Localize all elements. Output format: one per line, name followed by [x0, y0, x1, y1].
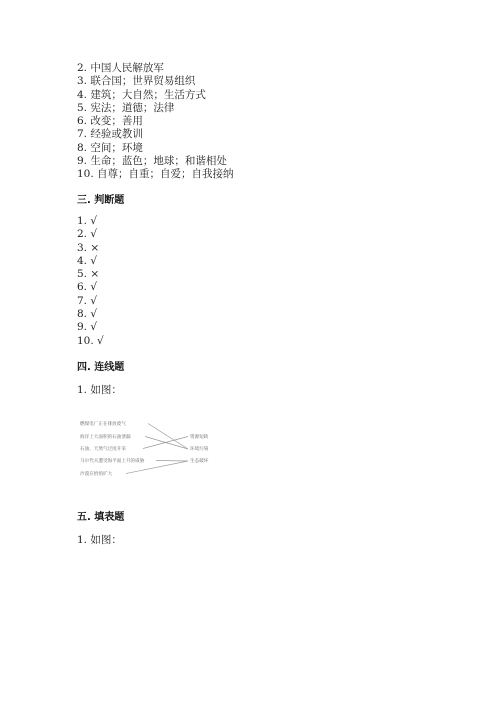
judgement-answer-3: 3. ×	[77, 241, 100, 254]
judgement-answer-9: 9. √	[77, 321, 98, 334]
judgement-answer-8: 8. √	[77, 308, 98, 321]
diagram-left-item-1: 燃煤电厂正在排放废气	[80, 422, 126, 427]
matching-item-1: 1. 如图：	[77, 384, 122, 396]
fill-answer-4: 4. 建筑；大自然；生活方式	[77, 88, 206, 101]
judgement-answer-1: 1. √	[77, 215, 98, 227]
judgement-answer-6: 6. √	[77, 281, 98, 294]
diagram-left-item-4: 马尔代夫遭受海平面上升的威胁	[80, 459, 145, 464]
matching-diagram	[78, 414, 228, 482]
diagram-left-item-3: 石油、天然气过度开采	[80, 447, 126, 452]
fill-answer-8: 8. 空间；环境	[77, 141, 143, 154]
diagram-right-item-1: 资源短缺	[190, 435, 209, 440]
judgement-answers-list	[77, 215, 104, 348]
fill-answer-7: 7. 经验或教训	[77, 128, 143, 141]
match-line-4	[156, 461, 188, 462]
fill-answer-9: 9. 生命；蓝色；地球；和谐相处	[77, 155, 227, 168]
fill-answer-10: 10. 自尊；自重；自爱；自我接纳	[77, 168, 234, 181]
section-heading-matching: 四. 连线题	[77, 362, 125, 373]
fill-answer-2: 2. 中国人民解放军	[77, 62, 164, 74]
judgement-answer-5: 5. ×	[77, 268, 100, 281]
fill-answer-5: 5. 宪法；道德；法律	[77, 101, 175, 114]
fill-answer-3: 3. 联合国；世界贸易组织	[77, 75, 196, 88]
judgement-answer-2: 2. √	[77, 228, 98, 241]
diagram-right-item-3: 生态破坏	[190, 459, 209, 464]
table-item-1: 1. 如图：	[77, 534, 122, 546]
fill-answers-list	[77, 62, 234, 182]
fill-answer-6: 6. 改变；善用	[77, 115, 143, 128]
match-line-1	[148, 424, 188, 450]
judgement-answer-4: 4. √	[77, 254, 98, 267]
diagram-left-item-5: 沙漠在悄悄扩大	[80, 472, 113, 477]
section-heading-table: 五. 填表题	[77, 512, 125, 523]
diagram-left-item-2: 海洋上大面积的石油泄漏	[80, 435, 131, 440]
judgement-answer-7: 7. √	[77, 294, 98, 307]
section-heading-judgement: 三. 判断题	[77, 195, 125, 206]
diagram-right-item-2: 环境污染	[190, 447, 209, 452]
judgement-answer-10: 10. √	[77, 334, 104, 347]
